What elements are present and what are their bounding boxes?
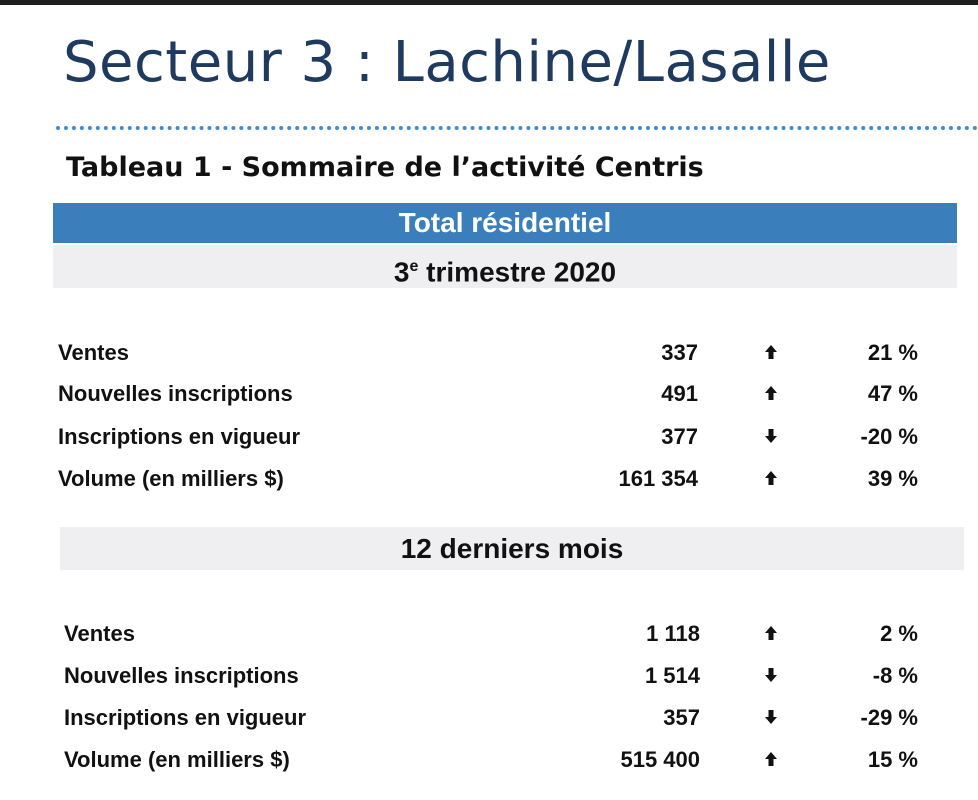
page-title: Secteur 3 : Lachine/Lasalle [63, 30, 831, 95]
table-row [0, 621, 978, 651]
arrow-down-icon [759, 663, 783, 682]
row-label: Inscriptions en vigueur [64, 705, 307, 730]
row-label: Ventes [58, 340, 129, 365]
row-label: Nouvelles inscriptions [58, 381, 293, 406]
arrow-down-icon [759, 705, 783, 724]
row-value: 377 [661, 424, 698, 449]
row-percent: -20 % [860, 424, 918, 449]
row-percent: 15 % [867, 747, 918, 772]
table-row [0, 340, 978, 370]
table-row [0, 705, 978, 735]
row-label: Volume (en milliers $) [64, 747, 290, 772]
section1-heading-ordinal: 3 [393, 256, 410, 288]
row-percent: 39 % [867, 466, 918, 491]
arrow-up-icon [759, 466, 783, 485]
row-label: Ventes [64, 621, 135, 646]
row-label: Nouvelles inscriptions [64, 663, 299, 688]
table-row [0, 424, 978, 454]
row-value: 337 [661, 340, 698, 365]
row-value: 357 [663, 705, 700, 730]
row-percent: 2 % [880, 621, 918, 646]
section2-heading: 12 derniers mois [60, 527, 964, 570]
section1-heading-suffix: e [409, 258, 419, 275]
dotted-divider [56, 126, 978, 130]
arrow-up-icon [759, 340, 783, 359]
arrow-down-icon [759, 424, 783, 443]
table-row [0, 747, 978, 777]
arrow-up-icon [759, 381, 783, 400]
section1-heading [53, 245, 957, 288]
table-row [0, 663, 978, 693]
row-percent: -8 % [872, 663, 918, 688]
row-percent: -29 % [860, 705, 918, 730]
row-value: 161 354 [618, 466, 698, 491]
header-band: Total résidentiel [53, 203, 957, 243]
row-value: 1 118 [646, 621, 700, 646]
row-percent: 21 % [867, 340, 918, 365]
row-value: 491 [661, 381, 698, 406]
row-label: Inscriptions en vigueur [58, 424, 301, 449]
table-row [0, 466, 978, 496]
row-label: Volume (en milliers $) [58, 466, 284, 491]
arrow-up-icon [759, 747, 783, 766]
table-row [0, 381, 978, 411]
row-value: 515 400 [620, 747, 700, 772]
row-percent: 47 % [867, 381, 918, 406]
top-border [0, 0, 978, 5]
arrow-up-icon [759, 621, 783, 640]
table-title: Tableau 1 - Sommaire de l’activité Centris [66, 152, 704, 183]
section1-heading-rest: trimestre 2020 [418, 256, 617, 288]
row-value: 1 514 [644, 663, 700, 688]
